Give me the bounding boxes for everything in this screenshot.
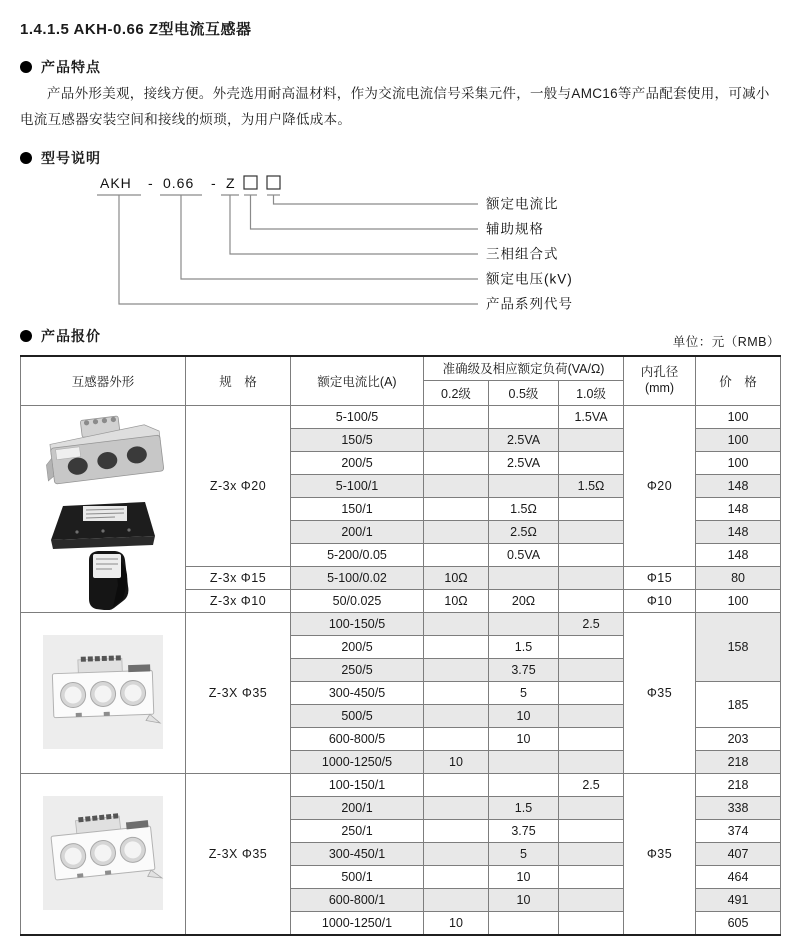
accuracy-02-cell <box>424 889 489 912</box>
transformer-photo-front-svg <box>35 632 171 754</box>
section-bullet-icon <box>20 330 32 342</box>
accuracy-10-cell <box>559 889 624 912</box>
table-row <box>21 774 781 797</box>
ratio-cell: 1000-1250/5 <box>291 751 424 774</box>
accuracy-05-cell: 0.5VA <box>489 544 559 567</box>
accuracy-05-cell: 10 <box>489 705 559 728</box>
accuracy-05-cell: 5 <box>489 682 559 705</box>
price-cell: 148 <box>696 475 781 498</box>
model-label-series: 产品系列代号 <box>486 296 573 312</box>
ratio-cell: 100-150/5 <box>291 613 424 636</box>
ratio-cell: 500/5 <box>291 705 424 728</box>
bore-header-line1: 内孔径 <box>640 365 679 380</box>
ratio-cell: 150/1 <box>291 498 424 521</box>
ratio-cell: 300-450/1 <box>291 843 424 866</box>
accuracy-05-cell: 2.5Ω <box>489 521 559 544</box>
bore-cell: Φ15 <box>624 567 696 590</box>
col-header-spec: 规 格 <box>186 356 291 406</box>
ratio-cell: 5-100/0.02 <box>291 567 424 590</box>
accuracy-02-cell <box>424 498 489 521</box>
ratio-cell: 200/5 <box>291 636 424 659</box>
accuracy-02-cell <box>424 866 489 889</box>
col-header-appearance: 互感器外形 <box>21 356 186 406</box>
ratio-cell: 500/1 <box>291 866 424 889</box>
accuracy-02-cell <box>424 544 489 567</box>
price-cell: 185 <box>696 682 781 728</box>
ratio-cell: 150/5 <box>291 429 424 452</box>
transformer-photo-stack-svg <box>29 408 177 610</box>
accuracy-10-cell <box>559 429 624 452</box>
table-row <box>21 406 781 429</box>
price-cell: 158 <box>696 613 781 682</box>
model-label-voltage: 额定电压(kV) <box>486 271 573 287</box>
accuracy-05-cell: 3.75 <box>489 820 559 843</box>
transformer-photo-front-tilted <box>23 793 183 915</box>
ratio-cell: 5-100/1 <box>291 475 424 498</box>
accuracy-02-cell <box>424 636 489 659</box>
price-cell: 203 <box>696 728 781 751</box>
appearance-cell <box>21 406 186 613</box>
model-heading-label: 型号说明 <box>41 149 101 166</box>
transformer-photo-flat <box>51 502 155 549</box>
accuracy-05-cell <box>489 774 559 797</box>
price-cell: 100 <box>696 452 781 475</box>
price-cell: 218 <box>696 774 781 797</box>
col-header-bore <box>624 356 696 406</box>
section-bullet-icon <box>20 61 32 73</box>
ratio-cell: 5-200/0.05 <box>291 544 424 567</box>
unit-note: 单位：元（RMB） <box>672 334 780 349</box>
ratio-cell: 600-800/5 <box>291 728 424 751</box>
price-cell: 338 <box>696 797 781 820</box>
accuracy-10-cell <box>559 521 624 544</box>
accuracy-10-cell <box>559 452 624 475</box>
ratio-cell: 50/0.025 <box>291 590 424 613</box>
pricing-section-bar <box>20 326 780 350</box>
appearance-cell <box>21 613 186 774</box>
price-cell: 100 <box>696 406 781 429</box>
accuracy-10-cell <box>559 912 624 935</box>
transformer-photo-front-tilted-svg <box>35 793 171 915</box>
price-cell: 100 <box>696 429 781 452</box>
accuracy-02-cell <box>424 613 489 636</box>
accuracy-05-cell <box>489 613 559 636</box>
model-code-type: Z <box>226 174 236 191</box>
accuracy-02-cell <box>424 521 489 544</box>
accuracy-10-cell: 2.5 <box>559 613 624 636</box>
accuracy-05-cell: 1.5Ω <box>489 498 559 521</box>
ratio-cell: 200/1 <box>291 797 424 820</box>
accuracy-05-cell <box>489 567 559 590</box>
price-cell: 148 <box>696 498 781 521</box>
accuracy-05-cell: 10 <box>489 866 559 889</box>
page-title: 1.4.1.5 AKH-0.66 Z型电流互感器 <box>20 21 252 38</box>
accuracy-02-cell <box>424 682 489 705</box>
accuracy-02-cell <box>424 774 489 797</box>
accuracy-02-cell: 10 <box>424 912 489 935</box>
accuracy-02-cell <box>424 659 489 682</box>
features-paragraph: 产品外形美观，接线方便。外壳选用耐高温材料，作为交流电流信号采集元件，一般与AMC16等产品配套使用，可减小电流互感器安装空间和接线的烦琐，为用户降低成本。 <box>20 86 770 128</box>
accuracy-02-cell <box>424 728 489 751</box>
model-code-diagram <box>20 172 780 318</box>
accuracy-10-cell <box>559 636 624 659</box>
ratio-cell: 5-100/5 <box>291 406 424 429</box>
accuracy-05-cell <box>489 406 559 429</box>
accuracy-10-cell <box>559 820 624 843</box>
transformer-photo-stack <box>23 408 183 610</box>
bore-cell: Φ35 <box>624 774 696 935</box>
price-table-body <box>21 406 781 935</box>
col-header-accuracy-group: 准确级及相应额定负荷(VA/Ω) <box>424 356 624 381</box>
accuracy-05-cell: 2.5VA <box>489 429 559 452</box>
accuracy-10-cell <box>559 751 624 774</box>
price-cell: 605 <box>696 912 781 935</box>
accuracy-05-cell <box>489 751 559 774</box>
price-cell: 80 <box>696 567 781 590</box>
bore-header-line2: (mm) <box>644 380 675 395</box>
accuracy-05-cell: 1.5 <box>489 797 559 820</box>
price-cell: 148 <box>696 544 781 567</box>
spec-cell: Z-3X Φ35 <box>186 613 291 774</box>
accuracy-05-cell: 10 <box>489 728 559 751</box>
col-header-class02: 0.2级 <box>424 381 489 406</box>
accuracy-02-cell <box>424 843 489 866</box>
accuracy-02-cell <box>424 452 489 475</box>
transformer-photo-perspective <box>42 411 164 485</box>
price-cell: 100 <box>696 590 781 613</box>
section-heading-model <box>20 148 780 168</box>
accuracy-10-cell <box>559 705 624 728</box>
features-heading-label: 产品特点 <box>41 59 101 75</box>
bore-cell: Φ35 <box>624 613 696 774</box>
price-cell: 218 <box>696 751 781 774</box>
spec-cell: Z-3x Φ10 <box>186 590 291 613</box>
spec-cell: Z-3x Φ20 <box>186 406 291 567</box>
accuracy-02-cell <box>424 705 489 728</box>
ratio-cell: 1000-1250/1 <box>291 912 424 935</box>
section-heading-features <box>20 57 780 77</box>
accuracy-02-cell <box>424 406 489 429</box>
appearance-cell <box>21 774 186 935</box>
transformer-photo-cylinder <box>89 551 128 610</box>
ratio-cell: 250/1 <box>291 820 424 843</box>
accuracy-05-cell: 20Ω <box>489 590 559 613</box>
accuracy-10-cell <box>559 866 624 889</box>
accuracy-02-cell: 10Ω <box>424 567 489 590</box>
bore-cell: Φ10 <box>624 590 696 613</box>
accuracy-10-cell: 1.5VA <box>559 406 624 429</box>
accuracy-02-cell <box>424 429 489 452</box>
col-header-class05: 0.5级 <box>489 381 559 406</box>
ratio-cell: 300-450/5 <box>291 682 424 705</box>
price-cell: 374 <box>696 820 781 843</box>
accuracy-05-cell: 3.75 <box>489 659 559 682</box>
model-code-dash: - <box>211 174 217 191</box>
model-code-voltage: 0.66 <box>163 174 195 191</box>
price-cell: 148 <box>696 521 781 544</box>
spec-box-icon <box>267 176 280 189</box>
price-cell: 491 <box>696 889 781 912</box>
accuracy-02-cell: 10 <box>424 751 489 774</box>
accuracy-10-cell <box>559 843 624 866</box>
price-cell: 464 <box>696 866 781 889</box>
accuracy-05-cell: 5 <box>489 843 559 866</box>
accuracy-05-cell: 2.5VA <box>489 452 559 475</box>
accuracy-05-cell <box>489 475 559 498</box>
spec-cell: Z-3X Φ35 <box>186 774 291 935</box>
accuracy-10-cell <box>559 567 624 590</box>
model-label-aux: 辅助规格 <box>486 221 544 237</box>
col-header-class10: 1.0级 <box>559 381 624 406</box>
accuracy-10-cell <box>559 590 624 613</box>
leader-lines <box>119 195 478 304</box>
accuracy-02-cell <box>424 475 489 498</box>
model-code-series: AKH <box>100 174 132 191</box>
ratio-cell: 250/5 <box>291 659 424 682</box>
accuracy-10-cell <box>559 797 624 820</box>
table-row <box>21 613 781 636</box>
accuracy-05-cell: 10 <box>489 889 559 912</box>
accuracy-05-cell: 1.5 <box>489 636 559 659</box>
accuracy-10-cell: 1.5Ω <box>559 475 624 498</box>
accuracy-10-cell <box>559 498 624 521</box>
accuracy-10-cell <box>559 659 624 682</box>
spec-box-icon <box>244 176 257 189</box>
accuracy-02-cell: 10Ω <box>424 590 489 613</box>
accuracy-05-cell <box>489 912 559 935</box>
section-heading-pricing <box>20 326 101 346</box>
model-label-ratio: 额定电流比 <box>486 196 559 212</box>
accuracy-02-cell <box>424 820 489 843</box>
model-code-dash: - <box>148 174 154 191</box>
ratio-cell: 200/5 <box>291 452 424 475</box>
accuracy-10-cell <box>559 682 624 705</box>
model-label-3phase: 三相组合式 <box>486 246 559 262</box>
ratio-cell: 600-800/1 <box>291 889 424 912</box>
price-table-header <box>21 356 781 406</box>
section-bullet-icon <box>20 152 32 164</box>
col-header-price: 价 格 <box>696 356 781 406</box>
price-table <box>20 355 781 936</box>
spec-cell: Z-3x Φ15 <box>186 567 291 590</box>
ratio-cell: 100-150/1 <box>291 774 424 797</box>
pricing-heading-label: 产品报价 <box>41 327 101 344</box>
ratio-cell: 200/1 <box>291 521 424 544</box>
price-cell: 407 <box>696 843 781 866</box>
accuracy-10-cell <box>559 728 624 751</box>
transformer-photo-front <box>23 632 183 754</box>
col-header-ratio: 额定电流比(A) <box>291 356 424 406</box>
accuracy-10-cell: 2.5 <box>559 774 624 797</box>
accuracy-02-cell <box>424 797 489 820</box>
bore-cell: Φ20 <box>624 406 696 567</box>
accuracy-10-cell <box>559 544 624 567</box>
